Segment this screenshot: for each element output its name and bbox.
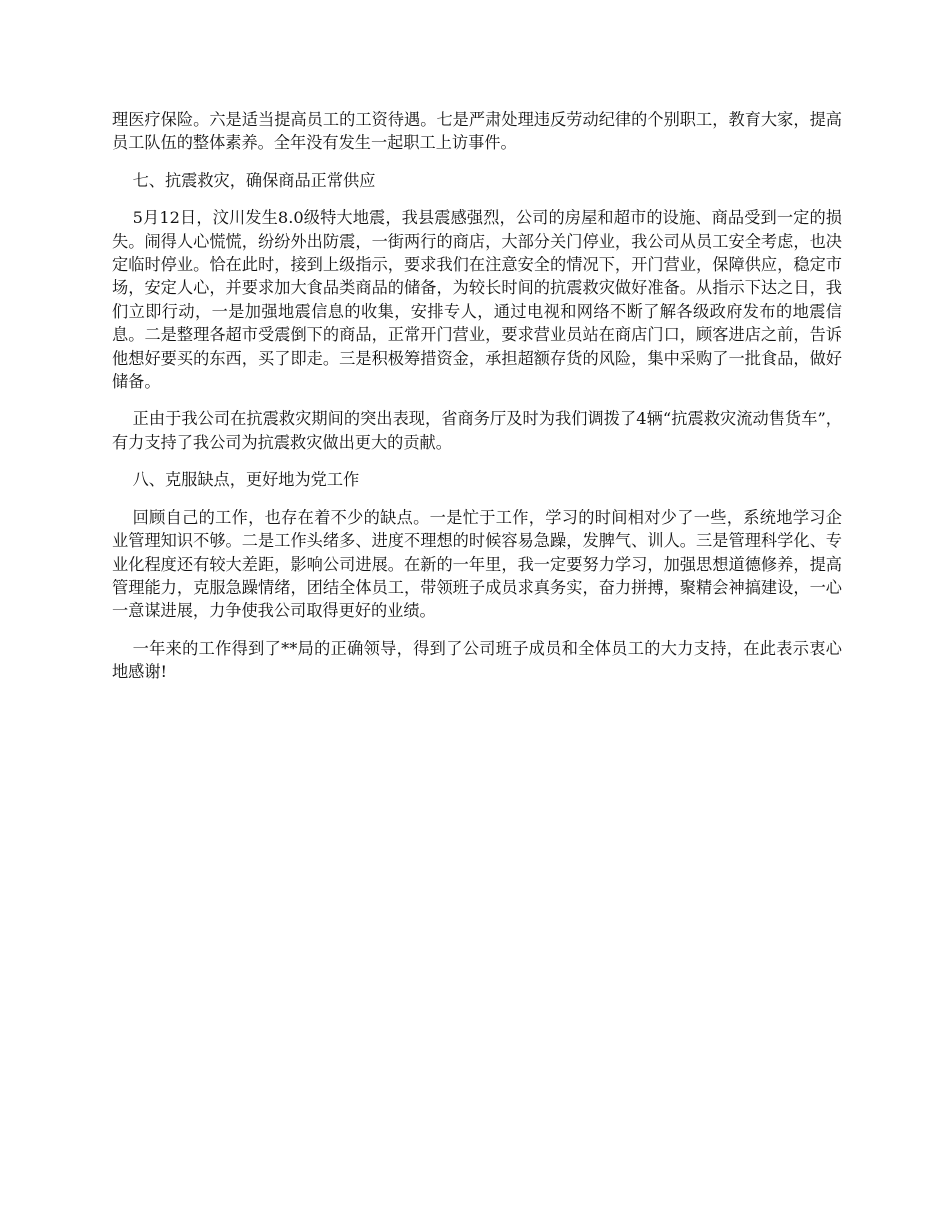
section-heading-7: 七、抗震救灾，确保商品正常供应 bbox=[132, 170, 376, 190]
paragraph-sales-trucks: 正由于我公司在抗震救灾期间的突出表现，省商务厅及时为我们调拨了4辆“抗震救灾流动售货车”，有力支持了我公司为抗震救灾做出更大的贡献。 bbox=[112, 409, 842, 452]
paragraph-thanks: 一年来的工作得到了**局的正确领导，得到了公司班子成员和全体员工的大力支持，在此表示衷心地感谢! bbox=[112, 638, 842, 682]
paragraph-shortcomings: 回顾自己的工作，也存在着不少的缺点。一是忙于工作，学习的时间相对少了一些，系统地学习企业管理知识不够。二是工作头绪多、进度不理想的时候容易急躁，发脾气、训人。三是管理科学化、专业化程度还有较大差距，影响公司进展。在新的一年里，我一定要努力学习，加强思想道德修养，提高管理能力，克服急躁情绪，团结全体员工，带领班子成员求真务实，奋力拼搏，聚精会神搞建设，一心一意谋进展，力争使我公司取得更好的业绩。 bbox=[112, 507, 842, 621]
paragraph-continuation: 理医疗保险。六是适当提高员工的工资待遇。七是严肃处理违反劳动纪律的个别职工，教育大家，提高员工队伍的整体素养。全年没有发生一起职工上访事件。 bbox=[112, 110, 842, 153]
paragraph-earthquake-response: 5月12日，汶川发生8.0级特大地震，我县震感强烈，公司的房屋和超市的设施、商品受到一定的损失。闹得人心慌慌，纷纷外出防震，一街两行的商店，大部分关门停业，我公司从员工安全考虑，也决定临时停业。恰在此时，接到上级指示，要求我们在注意安全的情况下，开门营业，保障供应，稳定市场，安定人心，并要求加大食品类商品的储备，为较长时间的抗震救灾做好准备。从指示下达之日，我们立即行动，一是加强地震信息的收集，安排专人，通过电视和网络不断了解各级政府发布的地震信息。二是整理各超市受震倒下的商品，正常开门营业，要求营业员站在商店门口，顾客进店之前，告诉他想好要买的东西，买了即走。三是积极筹措资金，承担超额存货的风险，集中采购了一批食品，做好储备。 bbox=[112, 208, 842, 392]
section-heading-8: 八、克服缺点，更好地为党工作 bbox=[132, 470, 360, 490]
